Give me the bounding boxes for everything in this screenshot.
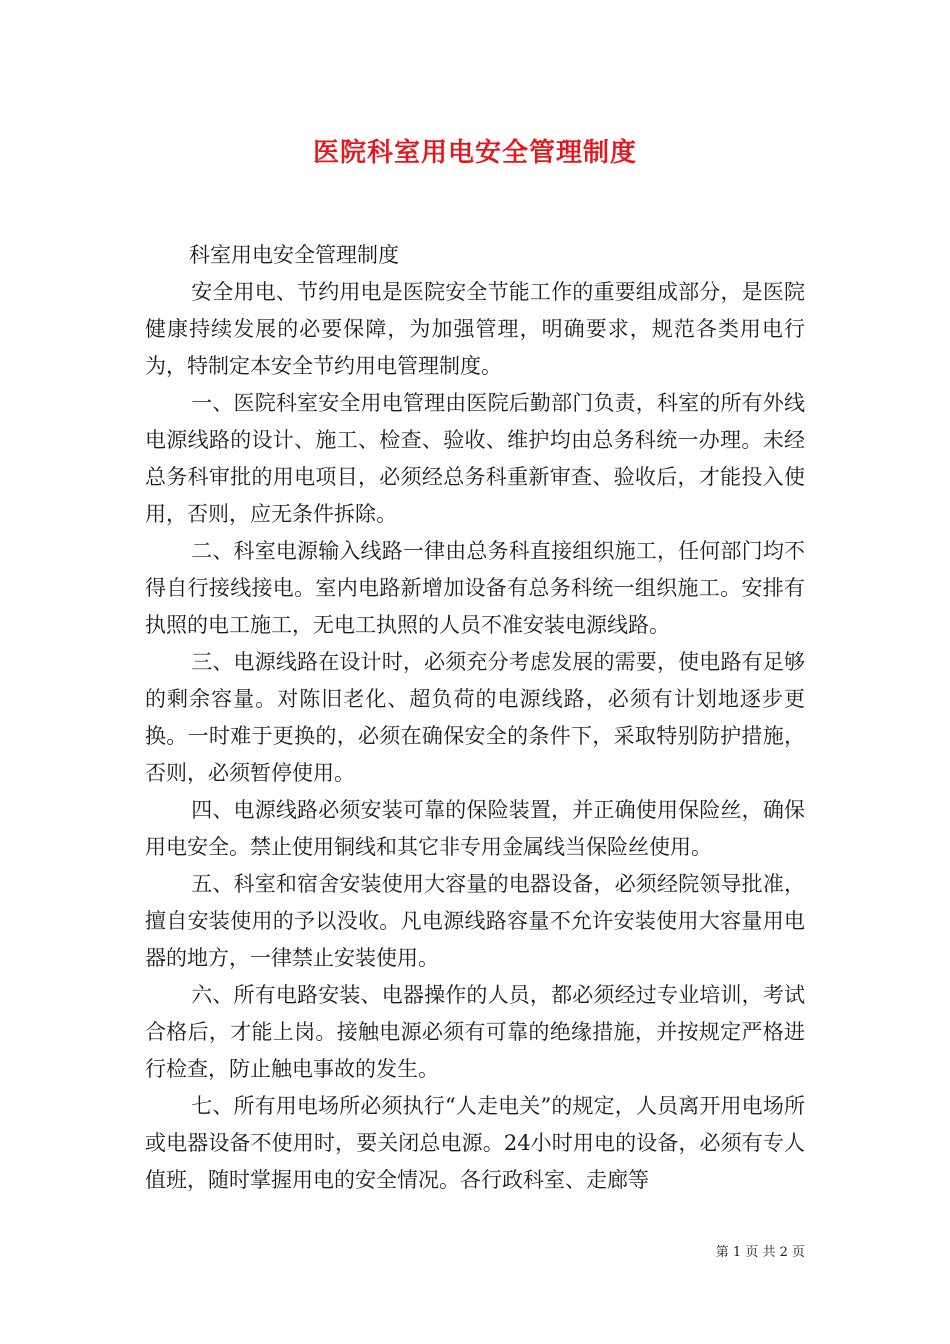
paragraph-article-5: 五、科室和宿舍安装使用大容量的电器设备，必须经院领导批准，擅自安装使用的予以没收。凡电源线路容量不允许安装使用大容量用电器的地方，一律禁止安装使用。 bbox=[145, 872, 805, 970]
paragraph-article-1: 一、医院科室安全用电管理由医院后勤部门负责，科室的所有外线电源线路的设计、施工、检查、验收、维护均由总务科统一办理。未经总务科审批的用电项目，必须经总务科重新审查、验收后，才能投入使用，否则，应无条件拆除。 bbox=[145, 391, 805, 526]
paragraph-article-3: 三、电源线路在设计时，必须充分考虑发展的需要，使电路有足够的剩余容量。对陈旧老化、超负荷的电源线路，必须有计划地逐步更换。一时难于更换的，必须在确保安全的条件下，采取特别防护措施，否则，必须暂停使用。 bbox=[145, 650, 805, 785]
paragraph-article-4: 四、电源线路必须安装可靠的保险装置，并正确使用保险丝，确保用电安全。禁止使用铜线和其它非专用金属线当保险丝使用。 bbox=[145, 798, 805, 859]
section-subtitle: 科室用电安全管理制度 bbox=[189, 243, 399, 267]
page-number: 第 1 页 共 2 页 bbox=[715, 1245, 805, 1260]
paragraph-intro: 安全用电、节约用电是医院安全节能工作的重要组成部分，是医院健康持续发展的必要保障，为加强管理，明确要求，规范各类用电行为，特制定本安全节约用电管理制度。 bbox=[145, 280, 805, 378]
paragraph-article-7: 七、所有用电场所必须执行“人走电关”的规定，人员离开用电场所或电器设备不使用时，要关闭总电源。24小时用电的设备，必须有专人值班，随时掌握用电的安全情况。各行政科室、走廊等 bbox=[145, 1094, 805, 1192]
paragraph-article-2: 二、科室电源输入线路一律由总务科直接组织施工，任何部门均不得自行接线接电。室内电路新增加设备有总务科统一组织施工。安排有执照的电工施工，无电工执照的人员不准安装电源线路。 bbox=[145, 539, 805, 637]
document-body bbox=[145, 237, 805, 1199]
paragraph-article-6: 六、所有电路安装、电器操作的人员，都必须经过专业培训，考试合格后，才能上岗。接触电源必须有可靠的绝缘措施，并按规定严格进行检查，防止触电事故的发生。 bbox=[145, 983, 805, 1081]
document-title: 医院科室用电安全管理制度 bbox=[312, 138, 637, 168]
